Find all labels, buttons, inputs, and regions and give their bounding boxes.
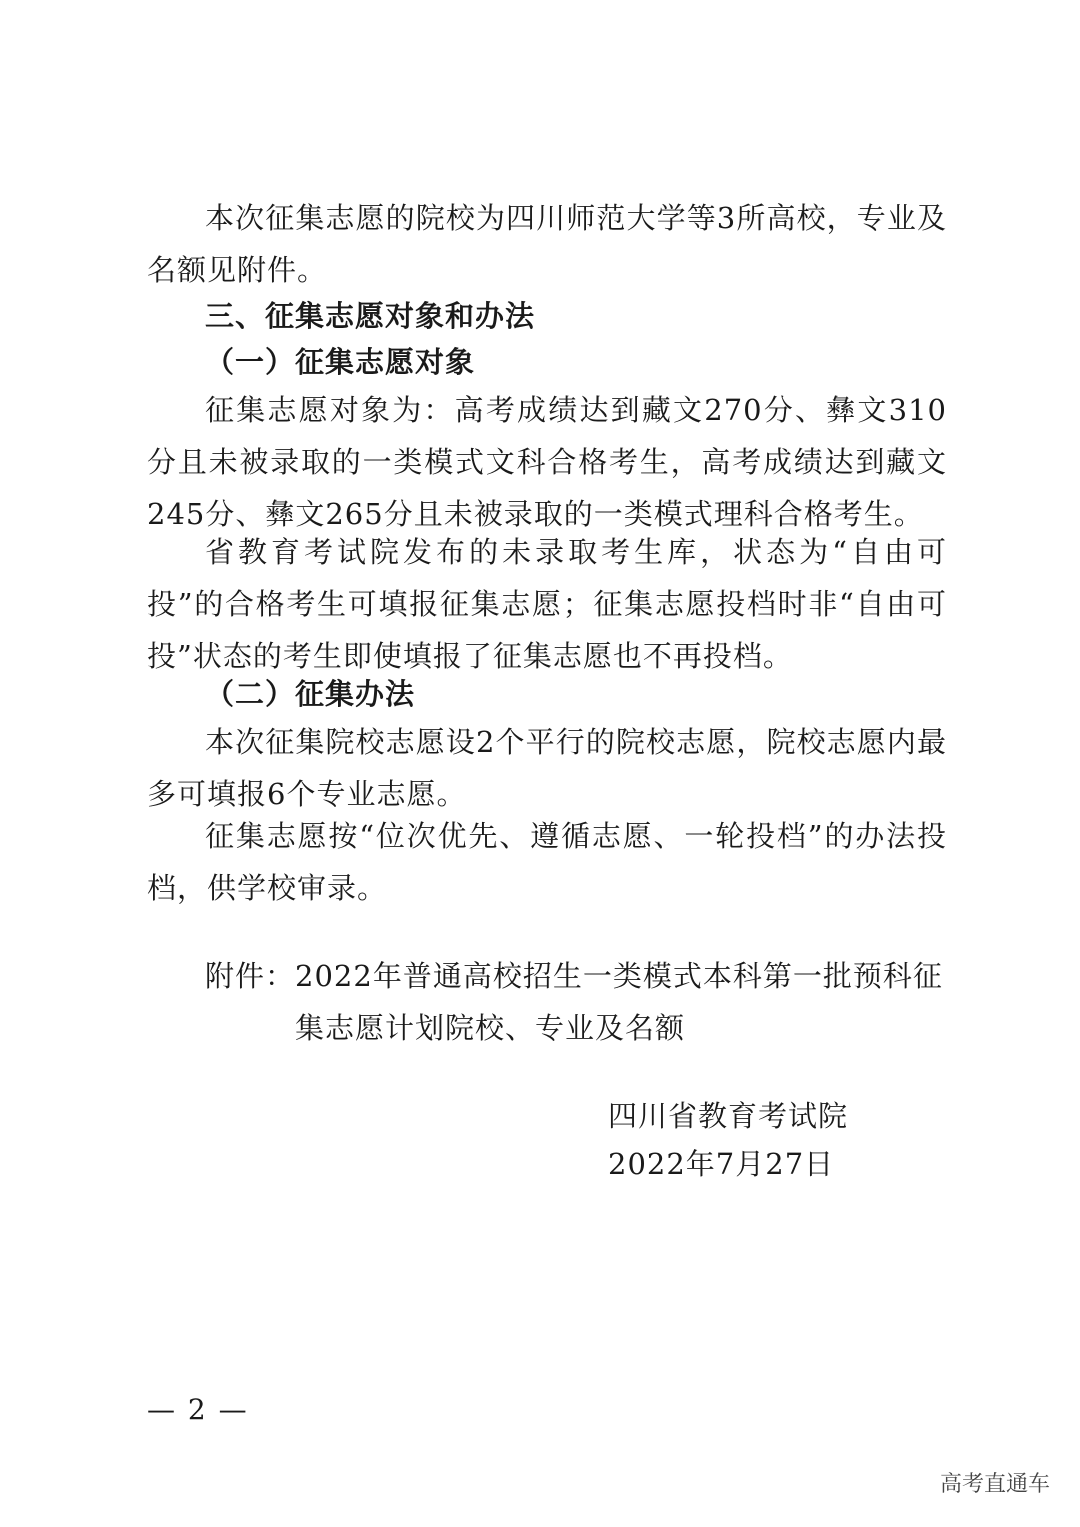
subsection-heading-1: （一）征集志愿对象 <box>205 345 476 379</box>
attachment-link[interactable]: 2022年普通高校招生一类模式本科第一批预科征集志愿计划院校、专业及名额 <box>295 959 943 1045</box>
watermark-text: 高考直通车 <box>939 1472 1050 1497</box>
paragraph-method: 本次征集院校志愿设2个平行的院校志愿，院校志愿内最多可填报6个专业志愿。 <box>147 725 947 811</box>
subsection-heading-2: （二）征集办法 <box>205 677 416 711</box>
paragraph-candidate-pool: 省教育考试院发布的未录取考生库，状态为“自由可投”的合格考生可填报征集志愿；征集志愿投档时非“自由可投”状态的考生即使填报了征集志愿也不再投档。 <box>147 535 947 673</box>
attachment-note <box>205 950 950 1054</box>
paragraph-admission-rule: 征集志愿按“位次优先、遵循志愿、一轮投档”的办法投档，供学校审录。 <box>147 819 947 905</box>
page-number: — 2 — <box>147 1393 249 1426</box>
paragraph-institutions: 本次征集志愿的院校为四川师范大学等3所高校，专业及名额见附件。 <box>147 201 947 287</box>
signature-date: 2022年7月27日 <box>608 1147 835 1181</box>
signature-org: 四川省教育考试院 <box>608 1099 849 1133</box>
attachment-label: 附件： <box>205 959 296 993</box>
paragraph-eligibility: 征集志愿对象为：高考成绩达到藏文270分、彝文310分且未被录取的一类模式文科合格考生，高考成绩达到藏文245分、彝文265分且未被录取的一类模式理科合格考生。 <box>147 393 947 531</box>
section-heading-3: 三、征集志愿对象和办法 <box>205 299 536 333</box>
